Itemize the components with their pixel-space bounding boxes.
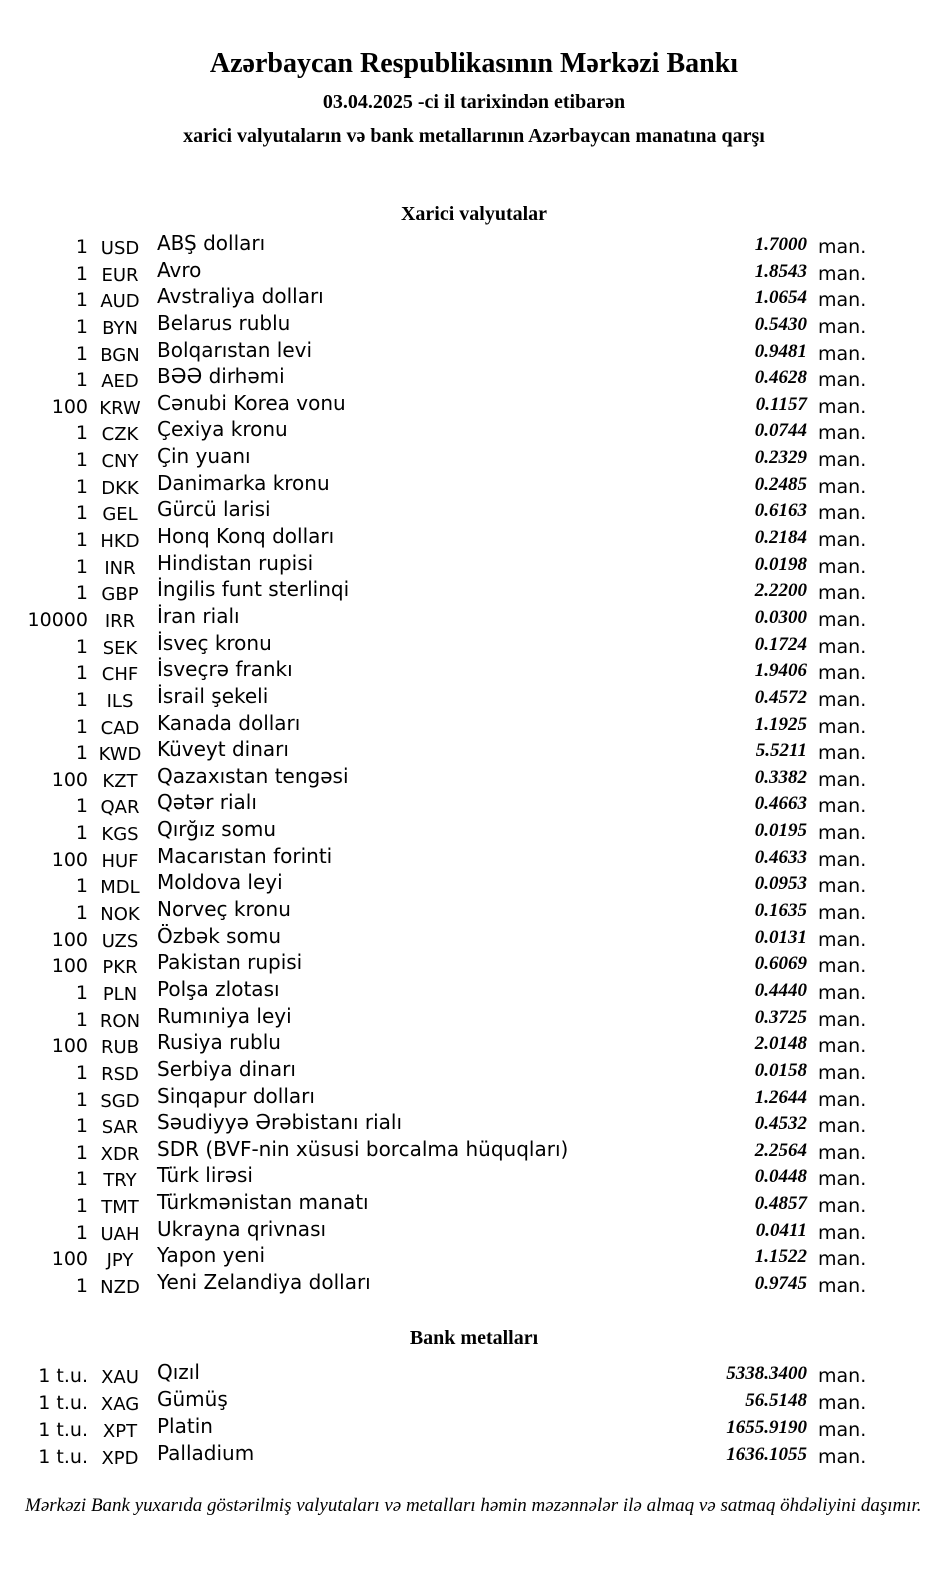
currency-code: MDL bbox=[100, 877, 140, 899]
currency-name: Norveç kronu bbox=[157, 897, 291, 922]
currency-code: CHF bbox=[101, 664, 139, 686]
currency-unit-label: man. bbox=[818, 1221, 867, 1244]
currency-quantity: 100 bbox=[51, 955, 88, 978]
currency-unit-label: man. bbox=[818, 875, 867, 898]
metal-rate: 1655.9190 bbox=[726, 1416, 807, 1438]
currency-rate: 2.2564 bbox=[754, 1139, 807, 1161]
currency-quantity: 100 bbox=[51, 1035, 88, 1058]
currency-name: Yapon yeni bbox=[157, 1243, 266, 1268]
currency-unit-label: man. bbox=[818, 1274, 867, 1297]
currency-name: Çexiya kronu bbox=[157, 417, 288, 442]
currency-unit-label: man. bbox=[818, 262, 867, 285]
currency-quantity: 100 bbox=[51, 395, 88, 418]
currency-rate: 0.2184 bbox=[754, 527, 807, 549]
currency-quantity: 1 bbox=[75, 1088, 88, 1111]
currency-name: Ukrayna qrivnası bbox=[157, 1216, 327, 1241]
currency-row bbox=[0, 948, 880, 979]
currency-rate: 0.4663 bbox=[754, 793, 807, 815]
currency-quantity: 100 bbox=[51, 848, 88, 871]
currency-unit-label: man. bbox=[818, 236, 867, 258]
currency-quantity: 1 bbox=[75, 822, 88, 845]
currency-code: AUD bbox=[100, 291, 140, 313]
currency-row bbox=[0, 1135, 880, 1165]
currency-unit-label: man. bbox=[818, 1115, 867, 1138]
currency-row bbox=[0, 575, 880, 606]
metal-unit-label: man. bbox=[818, 1445, 867, 1468]
currency-code: UAH bbox=[100, 1223, 140, 1245]
metal-quantity: 1 t.u. bbox=[38, 1364, 88, 1387]
currency-quantity: 1 bbox=[75, 1141, 88, 1164]
currency-code: RON bbox=[99, 1010, 141, 1032]
exchange-rate-bulletin bbox=[0, 46, 948, 1595]
currencies-table bbox=[0, 229, 880, 1298]
currency-unit-label: man. bbox=[818, 1248, 867, 1271]
currency-unit-label: man. bbox=[818, 848, 867, 871]
currency-name: Türkmənistan manatı bbox=[157, 1190, 369, 1215]
currency-name: Moldova leyi bbox=[157, 870, 283, 895]
currency-code: NOK bbox=[100, 904, 140, 926]
currency-code: GEL bbox=[102, 504, 138, 526]
currency-name: Türk lirəsi bbox=[157, 1163, 253, 1188]
currency-quantity: 1 bbox=[75, 902, 88, 925]
currency-name: Sinqapur dolları bbox=[157, 1083, 315, 1108]
currency-name: SDR (BVF-nin xüsusi borcalma hüquqları) bbox=[157, 1136, 569, 1161]
currency-row bbox=[0, 602, 880, 632]
currency-code: KRW bbox=[99, 397, 141, 419]
currency-unit-label: man. bbox=[818, 822, 867, 845]
currency-rate: 0.1157 bbox=[755, 393, 807, 415]
currency-quantity: 1 bbox=[75, 1115, 88, 1138]
currency-quantity: 1 bbox=[75, 502, 88, 525]
currency-rate: 0.0744 bbox=[754, 420, 807, 442]
currency-rate: 0.4633 bbox=[754, 846, 807, 868]
currency-code: CNY bbox=[101, 451, 139, 473]
currency-row bbox=[0, 815, 880, 846]
currency-code: USD bbox=[100, 238, 140, 259]
currency-unit-label: man. bbox=[818, 1035, 867, 1058]
currency-code: TMT bbox=[101, 1197, 139, 1219]
currency-rate: 0.0300 bbox=[754, 606, 807, 628]
metal-rate: 5338.3400 bbox=[726, 1362, 807, 1384]
currency-name: Gürcü larisi bbox=[157, 497, 271, 522]
metal-unit-label: man. bbox=[818, 1391, 867, 1414]
currency-name: Qırğız somu bbox=[157, 817, 277, 842]
currency-code: INR bbox=[104, 557, 136, 579]
metal-quantity: 1 t.u. bbox=[38, 1418, 88, 1441]
currency-quantity: 1 bbox=[75, 1168, 88, 1191]
currency-unit-label: man. bbox=[818, 955, 867, 978]
currency-row bbox=[0, 309, 880, 339]
currency-row bbox=[0, 709, 880, 739]
subject-line: xarici valyutaların və bank metallarının Azərbaycan manatına qarşı bbox=[183, 125, 765, 147]
currency-unit-label: man. bbox=[818, 289, 867, 312]
currency-unit-label: man. bbox=[818, 1008, 867, 1031]
currency-name: Honq Konq dolları bbox=[157, 524, 335, 549]
metal-name: Platin bbox=[157, 1413, 213, 1438]
obligation-note: Mərkəzi Bank yuxarıda göstərilmiş valyutaları və metalları həmin məzənnələr ilə almaq və satmaq öhdəliyini daşımır. bbox=[25, 1494, 922, 1516]
currency-code: NZD bbox=[100, 1276, 140, 1298]
currency-quantity: 1 bbox=[75, 529, 88, 552]
currency-name: İsrail şekeli bbox=[157, 683, 269, 708]
metal-row bbox=[0, 1385, 880, 1415]
currency-quantity: 1 bbox=[75, 262, 88, 285]
currency-quantity: 1 bbox=[75, 475, 88, 498]
currency-rate: 0.9481 bbox=[754, 340, 807, 362]
currency-code: PLN bbox=[102, 983, 138, 1005]
currency-unit-label: man. bbox=[818, 795, 867, 818]
currency-unit-label: man. bbox=[818, 1141, 867, 1164]
currency-code: JPY bbox=[106, 1250, 134, 1272]
currency-name: Polşa zlotası bbox=[157, 976, 280, 1001]
currency-unit-label: man. bbox=[818, 502, 867, 525]
currency-row bbox=[0, 442, 880, 473]
currency-unit-label: man. bbox=[818, 1168, 867, 1191]
currency-code: SEK bbox=[102, 637, 138, 659]
currency-code: EUR bbox=[101, 264, 139, 286]
currency-code: ILS bbox=[106, 690, 134, 712]
currency-rate: 1.1522 bbox=[754, 1246, 807, 1268]
currency-quantity: 1 bbox=[75, 422, 88, 445]
currency-unit-label: man. bbox=[818, 1195, 867, 1218]
currency-row bbox=[0, 469, 880, 499]
currency-name: Kanada dolları bbox=[157, 710, 301, 735]
currency-quantity: 1 bbox=[75, 662, 88, 685]
currency-name: Səudiyyə Ərəbistanı rialı bbox=[157, 1110, 403, 1135]
currency-row bbox=[0, 1002, 880, 1032]
currency-row bbox=[0, 655, 880, 686]
currency-row bbox=[0, 1082, 880, 1112]
currency-rate: 0.2485 bbox=[754, 473, 807, 495]
currency-code: KGS bbox=[101, 824, 139, 846]
metal-quantity: 1 t.u. bbox=[38, 1445, 88, 1468]
currency-code: CZK bbox=[101, 424, 139, 446]
currency-quantity: 1 bbox=[75, 555, 88, 578]
currency-unit-label: man. bbox=[818, 555, 867, 578]
currency-quantity: 1 bbox=[75, 449, 88, 472]
currency-code: BYN bbox=[102, 317, 138, 339]
metal-code: XAG bbox=[100, 1393, 140, 1415]
currency-rate: 0.1635 bbox=[754, 900, 807, 922]
currency-unit-label: man. bbox=[818, 475, 867, 498]
currency-code: AED bbox=[101, 371, 139, 393]
currency-quantity: 1 bbox=[75, 795, 88, 818]
currency-code: RUB bbox=[100, 1037, 140, 1059]
currency-unit-label: man. bbox=[818, 608, 867, 631]
currency-rate: 0.0198 bbox=[754, 553, 807, 575]
currency-rate: 0.0158 bbox=[754, 1059, 807, 1081]
currency-rate: 1.1925 bbox=[754, 713, 807, 735]
currency-row bbox=[0, 762, 880, 792]
currency-row bbox=[0, 1241, 880, 1272]
currency-row bbox=[0, 1268, 880, 1298]
currency-row bbox=[0, 895, 880, 926]
metal-code: XPD bbox=[101, 1447, 139, 1469]
currency-quantity: 1 bbox=[75, 1195, 88, 1218]
currency-name: Qazaxıstan tengəsi bbox=[157, 763, 349, 788]
currency-quantity: 1 bbox=[75, 289, 88, 312]
currency-rate: 5.5211 bbox=[755, 740, 807, 762]
currency-row bbox=[0, 1188, 880, 1219]
metal-code: XPT bbox=[102, 1420, 138, 1442]
currency-code: TRY bbox=[103, 1170, 137, 1192]
currency-name: Bolqarıstan levi bbox=[157, 337, 313, 362]
currency-name: Rusiya rublu bbox=[157, 1030, 281, 1055]
currency-unit-label: man. bbox=[818, 768, 867, 791]
currency-row bbox=[0, 522, 880, 553]
currency-row bbox=[0, 362, 880, 393]
currency-row bbox=[0, 336, 880, 366]
currency-row bbox=[0, 1161, 880, 1192]
currency-code: CAD bbox=[100, 717, 140, 739]
currency-rate: 1.2644 bbox=[754, 1086, 807, 1108]
currency-name: Rumıniya leyi bbox=[157, 1003, 292, 1028]
currency-unit-label: man. bbox=[818, 715, 867, 738]
currency-code: UZS bbox=[101, 930, 139, 952]
currency-rate: 1.8543 bbox=[754, 260, 807, 282]
currency-code: KWD bbox=[98, 744, 142, 766]
currency-unit-label: man. bbox=[818, 928, 867, 951]
currency-unit-label: man. bbox=[818, 529, 867, 552]
currency-quantity: 1 bbox=[75, 688, 88, 711]
currency-rate: 0.0953 bbox=[754, 873, 807, 895]
currency-code: SAR bbox=[101, 1117, 139, 1139]
page-title: Azərbaycan Respublikasının Mərkəzi Bankı bbox=[209, 48, 739, 79]
metals-section-heading: Bank metalları bbox=[409, 1326, 539, 1349]
currency-row bbox=[0, 788, 880, 819]
currency-unit-label: man. bbox=[818, 449, 867, 472]
currency-name: BƏƏ dirhəmi bbox=[157, 364, 285, 389]
currency-rate: 0.4532 bbox=[754, 1113, 807, 1135]
metal-name: Palladium bbox=[157, 1440, 255, 1465]
currency-name: Avro bbox=[157, 257, 202, 282]
currency-quantity: 10000 bbox=[27, 608, 88, 631]
currency-row bbox=[0, 975, 880, 1005]
currency-quantity: 1 bbox=[75, 315, 88, 338]
currency-unit-label: man. bbox=[818, 662, 867, 685]
currency-rate: 0.4628 bbox=[754, 367, 807, 389]
currency-name: İngilis funt sterlinqi bbox=[157, 577, 350, 602]
currency-name: Yeni Zelandiya dolları bbox=[157, 1269, 371, 1294]
currency-unit-label: man. bbox=[818, 395, 867, 418]
metal-row bbox=[0, 1412, 880, 1442]
currency-row bbox=[0, 549, 880, 579]
currencies-section-heading: Xarici valyutalar bbox=[400, 203, 548, 225]
metal-name: Gümüş bbox=[157, 1386, 228, 1411]
currency-quantity: 100 bbox=[51, 768, 88, 791]
currency-rate: 2.2200 bbox=[754, 580, 807, 602]
currency-name: ABŞ dolları bbox=[157, 231, 266, 255]
metal-quantity: 1 t.u. bbox=[38, 1391, 88, 1414]
currency-row bbox=[0, 735, 880, 766]
currency-rate: 0.3382 bbox=[754, 766, 807, 788]
currency-name: Özbək somu bbox=[157, 923, 281, 948]
currency-unit-label: man. bbox=[818, 688, 867, 711]
metal-rate: 1636.1055 bbox=[726, 1443, 807, 1465]
currency-code: IRR bbox=[104, 610, 136, 632]
currency-unit-label: man. bbox=[818, 1061, 867, 1084]
currency-unit-label: man. bbox=[818, 422, 867, 445]
currency-row bbox=[0, 922, 880, 952]
currency-code: QAR bbox=[100, 797, 140, 819]
currency-code: HUF bbox=[101, 850, 139, 872]
effective-date-line: 03.04.2025 -ci il tarixindən etibarən bbox=[322, 91, 626, 113]
currency-rate: 0.0131 bbox=[754, 926, 807, 948]
currency-code: KZT bbox=[102, 770, 138, 792]
currency-unit-label: man. bbox=[818, 315, 867, 338]
currency-code: GBP bbox=[101, 584, 139, 606]
currency-code: BGN bbox=[100, 344, 140, 366]
currency-rate: 0.4440 bbox=[754, 979, 807, 1001]
currency-rate: 0.4857 bbox=[754, 1193, 807, 1215]
currency-code: PKR bbox=[102, 957, 138, 979]
currency-row bbox=[0, 495, 880, 526]
metal-rate: 56.5148 bbox=[745, 1389, 807, 1411]
currency-row bbox=[0, 868, 880, 899]
currency-row bbox=[0, 1108, 880, 1139]
currency-name: Küveyt dinarı bbox=[157, 737, 289, 762]
currency-rate: 0.0448 bbox=[754, 1166, 807, 1188]
currency-quantity: 100 bbox=[51, 928, 88, 951]
currency-row bbox=[0, 389, 880, 419]
currency-quantity: 1 bbox=[75, 369, 88, 392]
currency-row bbox=[0, 1215, 880, 1245]
currency-quantity: 1 bbox=[75, 1061, 88, 1084]
currency-code: SGD bbox=[100, 1090, 140, 1112]
currency-rate: 0.0195 bbox=[754, 820, 807, 842]
currency-code: DKK bbox=[101, 477, 139, 499]
currency-row bbox=[0, 415, 880, 446]
currency-code: HKD bbox=[100, 531, 140, 553]
currency-quantity: 1 bbox=[75, 342, 88, 365]
metals-table bbox=[0, 1358, 880, 1469]
currency-rate: 1.7000 bbox=[754, 234, 807, 255]
currency-unit-label: man. bbox=[818, 635, 867, 658]
currency-unit-label: man. bbox=[818, 742, 867, 765]
currency-row bbox=[0, 629, 880, 659]
currency-name: Belarus rublu bbox=[157, 310, 291, 335]
currency-name: Serbiya dinarı bbox=[157, 1056, 296, 1081]
metal-name: Qızıl bbox=[157, 1359, 200, 1384]
currency-rate: 0.4572 bbox=[754, 686, 807, 708]
metal-row bbox=[0, 1358, 880, 1388]
currency-rate: 2.0148 bbox=[754, 1033, 807, 1055]
currency-rate: 0.3725 bbox=[754, 1006, 807, 1028]
currency-quantity: 100 bbox=[51, 1248, 88, 1271]
currency-rate: 0.1724 bbox=[754, 633, 807, 655]
currency-row bbox=[0, 282, 880, 313]
currency-rate: 0.6069 bbox=[754, 953, 807, 975]
metal-unit-label: man. bbox=[818, 1418, 867, 1441]
currency-name: İran rialı bbox=[157, 603, 240, 628]
currency-row bbox=[0, 842, 880, 872]
currency-name: Macarıstan forinti bbox=[157, 843, 333, 868]
currency-row bbox=[0, 1028, 880, 1059]
currency-row bbox=[0, 229, 880, 259]
currency-rate: 0.0411 bbox=[755, 1219, 807, 1241]
currency-name: İsveç kronu bbox=[157, 630, 272, 655]
currency-unit-label: man. bbox=[818, 1088, 867, 1111]
currency-unit-label: man. bbox=[818, 582, 867, 605]
currency-name: Çin yuanı bbox=[157, 444, 251, 469]
currency-name: Cənubi Korea vonu bbox=[157, 390, 346, 415]
currency-quantity: 1 bbox=[75, 1008, 88, 1031]
currency-quantity: 1 bbox=[75, 875, 88, 898]
currency-rate: 1.9406 bbox=[754, 660, 807, 682]
currency-quantity: 1 bbox=[75, 1274, 88, 1297]
currency-unit-label: man. bbox=[818, 902, 867, 925]
currency-unit-label: man. bbox=[818, 369, 867, 392]
metal-code: XAU bbox=[101, 1366, 139, 1388]
currency-quantity: 1 bbox=[75, 236, 88, 258]
currency-rate: 0.2329 bbox=[754, 447, 807, 469]
currency-row bbox=[0, 1055, 880, 1085]
metal-row bbox=[0, 1439, 880, 1469]
currency-name: Avstraliya dolları bbox=[157, 284, 324, 309]
currency-rate: 1.0654 bbox=[754, 287, 807, 309]
currency-quantity: 1 bbox=[75, 1221, 88, 1244]
currency-unit-label: man. bbox=[818, 342, 867, 365]
currency-row bbox=[0, 256, 880, 286]
currency-rate: 0.5430 bbox=[754, 313, 807, 335]
currency-name: Hindistan rupisi bbox=[157, 550, 314, 575]
currency-quantity: 1 bbox=[75, 715, 88, 738]
currency-rate: 0.9745 bbox=[754, 1272, 807, 1294]
currency-row bbox=[0, 682, 880, 712]
currency-quantity: 1 bbox=[75, 582, 88, 605]
currency-code: RSD bbox=[101, 1063, 139, 1085]
currency-name: Pakistan rupisi bbox=[157, 950, 303, 975]
currency-name: Danimarka kronu bbox=[157, 470, 330, 495]
currency-unit-label: man. bbox=[818, 981, 867, 1004]
metal-unit-label: man. bbox=[818, 1364, 867, 1387]
currency-quantity: 1 bbox=[75, 981, 88, 1004]
currency-quantity: 1 bbox=[75, 742, 88, 765]
currency-code: XDR bbox=[100, 1143, 140, 1165]
currency-name: Qətər rialı bbox=[157, 790, 257, 815]
currency-quantity: 1 bbox=[75, 635, 88, 658]
currency-name: İsveçrə frankı bbox=[157, 657, 293, 682]
currency-rate: 0.6163 bbox=[754, 500, 807, 522]
